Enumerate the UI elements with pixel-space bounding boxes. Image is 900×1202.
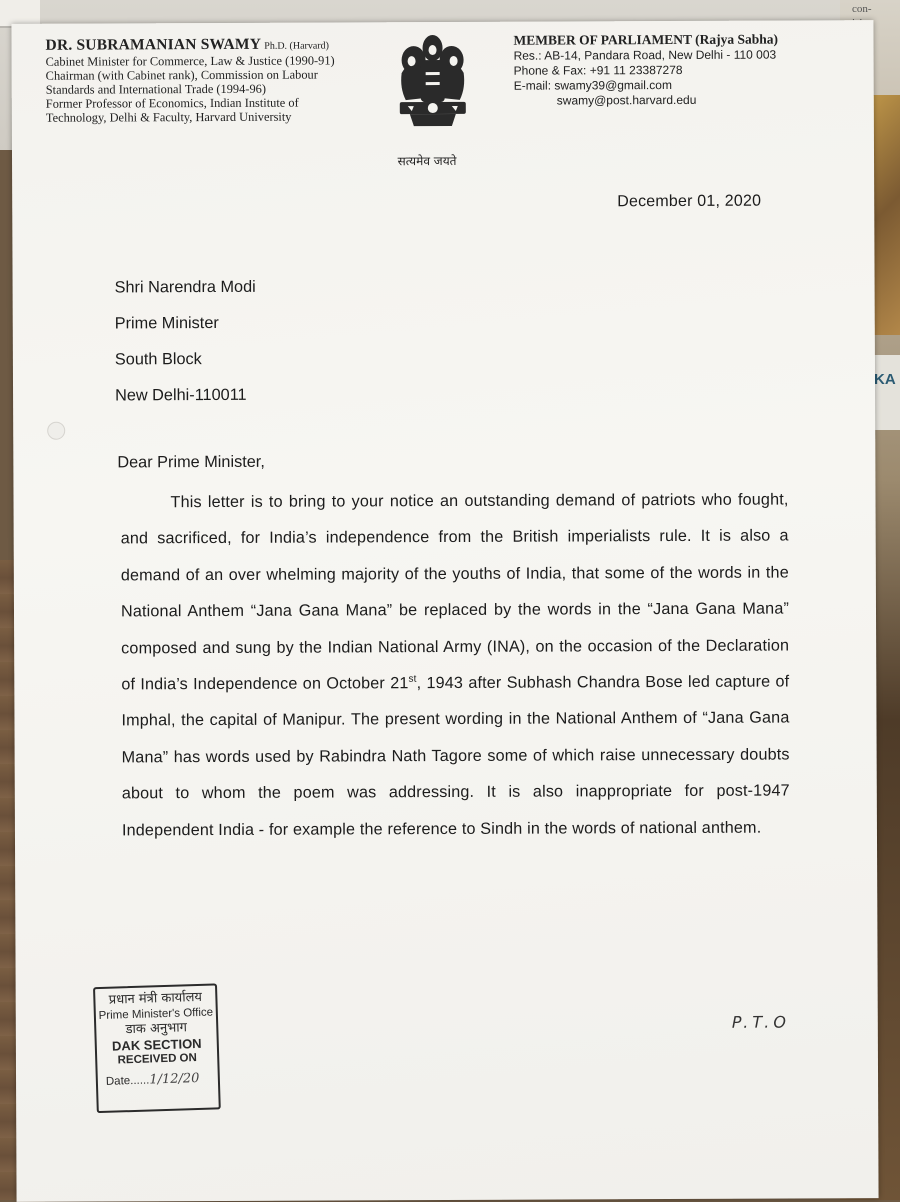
stamp-date-label: Date [105,1075,131,1088]
letter-sheet [11,20,878,1202]
sender-degree: Ph.D. (Harvard) [264,40,329,52]
letterhead-contact [513,30,843,108]
stamp-received-label: RECEIVED ON [117,1052,198,1067]
phone-fax: Phone & Fax: +91 11 23387278 [513,62,683,78]
salutation: Dear Prime Minister, [117,452,265,472]
recipient-line: South Block [114,350,202,369]
background-poster-text: KA [860,355,900,430]
stamp-office-hindi: प्रधान मंत्री कार्यालय [108,989,203,1008]
stamp-section-hindi: डाक अनुभाग [125,1020,188,1038]
credential-line: Cabinet Minister for Commerce, Law & Justice (1990-91) [45,53,335,69]
stamp-section: DAK SECTION [111,1035,202,1054]
ordinal-suffix: st [408,673,417,685]
email-secondary: swamy@post.harvard.edu [556,92,697,108]
received-stamp [93,983,221,1113]
background-newspaper-text: con- [852,3,872,15]
stamp-date-handwritten: 1/12/20 [149,1070,200,1088]
stamp-office: Prime Minister's Office [98,1006,214,1023]
body-text-part2: , 1943 after Subhash Chandra Bose led capture of Imphal, the capital of Manipur. The present wording in the National Anthem of “Jana Gana Mana” has words used by Rabindra Nath Tagore some of which raise unnecessary doubts about to whom the poem was addressing. It is also inappropriate for post-1947 Independent India - for example the reference to Sindh in the words of national anthem. [121,672,790,840]
recipient-line: Prime Minister [114,313,219,333]
residence-address: Res.: AB-14, Pandara Road, New Delhi - 110 003 [513,47,777,63]
body-text-part1: This letter is to bring to your notice an outstanding demand of patriots who fought, and sacrificed, for India’s independence from the British imperialists rule. It is also a demand of an over whelming majority of the youths of India, that some of the words in the National Anthem “Jana Gana Mana” be replaced by the words in the “Jana Gana Mana” composed and sung by the Indian National Army (INA), on the occasion of the Declaration of India’s Independence on October 21 [120,490,790,694]
punch-hole-mark [47,422,65,440]
stamp-date-row: Date......1/12/20 [105,1070,200,1088]
pto-note: P.T.O [731,1012,790,1032]
recipient-address [115,269,257,414]
recipient-line: New Delhi-110011 [115,385,247,405]
emblem-motto: सत्यमेव जयते [397,153,457,169]
letter-body [120,482,790,849]
letterhead-sender [45,37,375,124]
credential-line: Chairman (with Cabinet rank), Commission on Labour [45,67,318,83]
credential-line: Technology, Delhi & Faculty, Harvard University [45,109,292,125]
credential-line: Standards and International Trade (1994-96) [45,81,266,97]
recipient-line: Shri Narendra Modi [114,277,256,297]
sender-name: DR. SUBRAMANIAN SWAMY [45,35,262,54]
member-title: MEMBER OF PARLIAMENT (Rajya Sabha) [513,31,779,48]
letter-date: December 01, 2020 [617,192,762,211]
email-primary: E-mail: swamy39@gmail.com [513,78,672,93]
national-emblem-icon [387,28,478,153]
credential-line: Former Professor of Economics, Indian Institute of [45,95,299,111]
